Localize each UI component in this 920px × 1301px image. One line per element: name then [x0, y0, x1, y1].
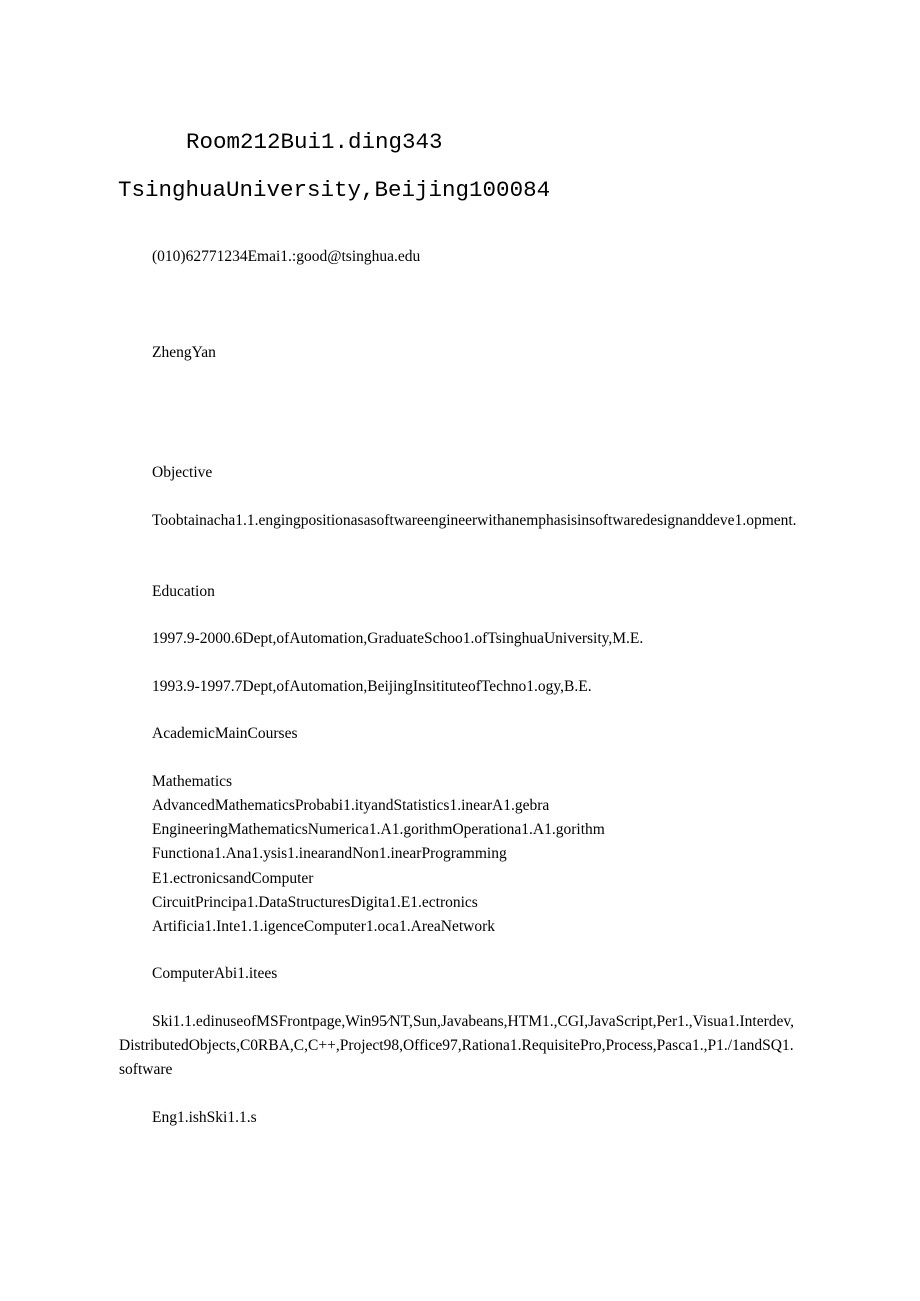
course-line: Functiona1.Ana1.ysis1.inearandNon1.inearProgramming [152, 845, 507, 862]
computer-heading: ComputerAbi1.itees [152, 965, 278, 982]
candidate-name: ZhengYan [152, 344, 216, 361]
education-heading: Education [152, 583, 215, 600]
objective-text: Toobtainacha1.1.engingpositionasasoftwareengineerwithanemphasisinsoftwaredesignanddeve1.opment. [152, 512, 797, 529]
contact-line: (010)62771234Emai1.:good@tsinghua.edu [152, 248, 421, 265]
course-line: Artificia1.Inte1.1.igenceComputer1.oca1.AreaNetwork [152, 918, 496, 935]
course-line: CircuitPrincipa1.DataStructuresDigita1.E1.ectronics [152, 894, 478, 911]
course-line: AdvancedMathematicsProbabi1.ityandStatistics1.inearA1.gebra [152, 797, 550, 814]
course-line: EngineeringMathematicsNumerica1.A1.gorithmOperationa1.A1.gorithm [152, 821, 605, 838]
education-entry: 1993.9-1997.7Dept,ofAutomation,BeijingInsitituteofTechno1.ogy,B.E. [152, 678, 592, 695]
courses-heading: AcademicMainCourses [152, 725, 298, 742]
objective-heading: Objective [152, 464, 213, 481]
course-line: E1.ectronicsandComputer [152, 870, 314, 887]
english-heading: Eng1.ishSki1.1.s [152, 1109, 257, 1126]
address-line-1: Room212Bui1.ding343 [186, 129, 443, 155]
course-line: Mathematics [152, 773, 233, 790]
education-entry: 1997.9-2000.6Dept,ofAutomation,GraduateSchoo1.ofTsinghuaUniversity,M.E. [152, 630, 644, 647]
computer-text: Ski1.1.edinuseofMSFrontpage,Win95∕NT,Sun,Javabeans,HTM1.,CGI,JavaScript,Per1.,Visua1.Interdev,DistributedObjects,C0RBA,C,C++,Project98,Office97,Rationa1.RequisitePro,Process,Pasca1.,P1./1andSQ1.software [119, 1013, 795, 1078]
address-line-2: TsinghuaUniversity,Beijing100084 [118, 177, 551, 203]
